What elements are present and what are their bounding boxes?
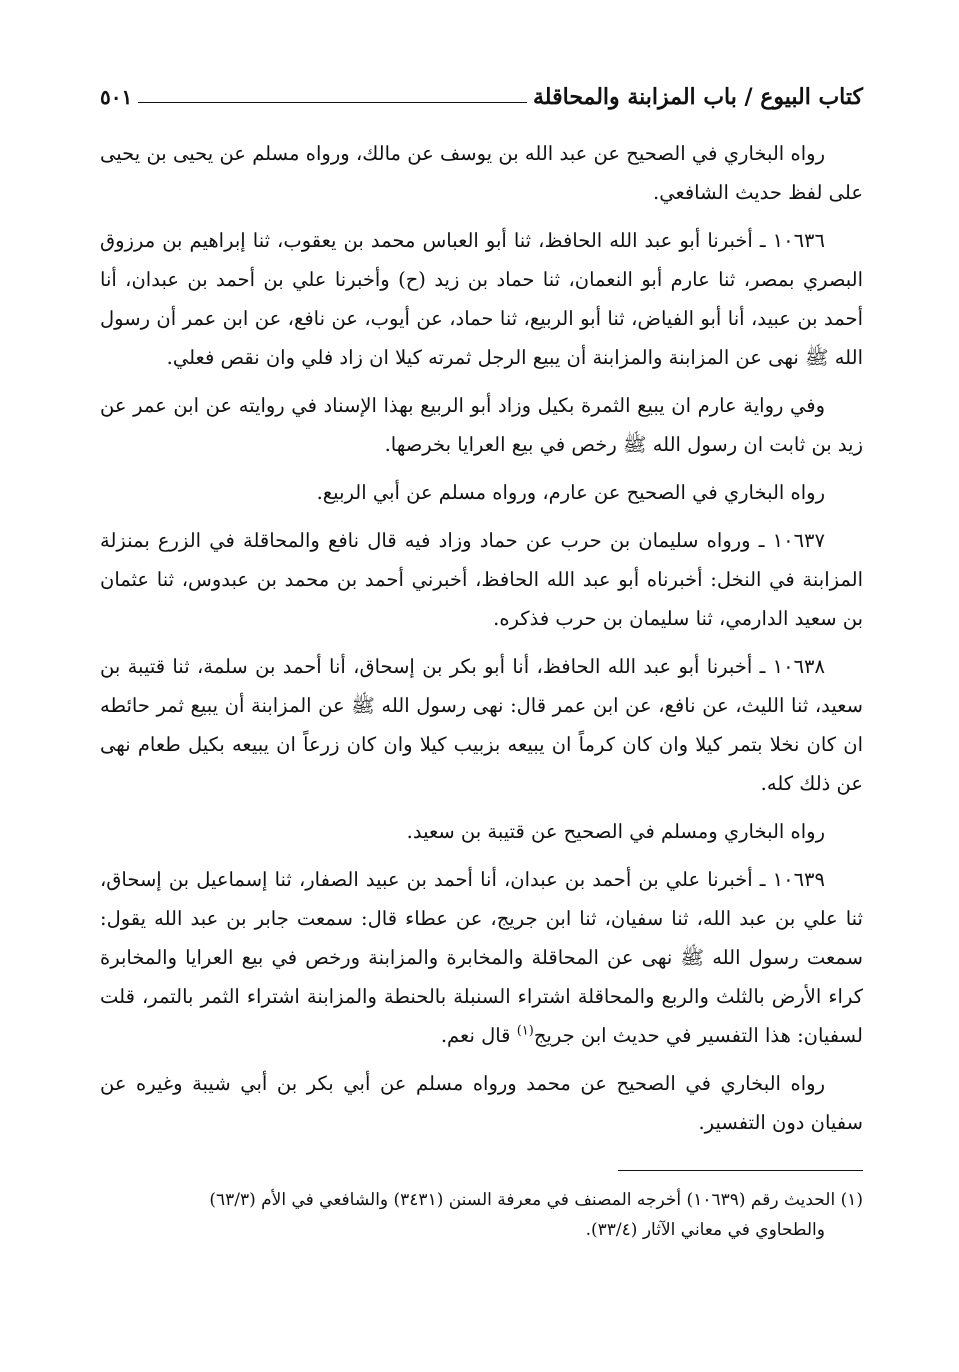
hadith-text: ـ أخبرنا أبو عبد الله الحافظ، ثنا أبو العباس محمد بن يعقوب، ثنا إبراهيم بن مرزوق البصري بمصر، ثنا عارم أبو النعمان، ثنا حماد بن زيد (ح) وأخبرنا علي بن أحمد بن عبدان، أنا أحمد بن عبيد، أنا أبو الفياض، ثنا أبو الربيع، ثنا حماد، عن أيوب، عن نافع، عن ابن عمر أن رسول الله ﷺ نهى عن المزابنة والمزابنة أن يبيع الرجل ثمرته كيلا ان زاد فلي وان نقص فعلي.	[100, 229, 863, 369]
hadith-10636	[100, 221, 863, 377]
paragraph-9	[100, 1064, 863, 1142]
hadith-number: ١٠٦٣٧	[772, 529, 825, 552]
footnote-separator	[618, 1170, 863, 1171]
footnote-1	[100, 1185, 863, 1245]
header-rule	[138, 102, 527, 103]
paragraph-1	[100, 134, 863, 212]
hadith-text: ـ أخبرنا علي بن أحمد بن عبدان، أنا أحمد بن عبيد الصفار، ثنا إسماعيل بن إسحاق، ثنا علي بن عبد الله، ثنا سفيان، ثنا ابن جريج، عن عطاء قال: سمعت جابر بن عبد الله يقول: سمعت رسول الله ﷺ نهى عن المحاقلة والمخابرة والمزابنة ورخص في بيع العرايا والمخابرة كراء الأرض بالثلث والربع والمحاقلة اشتراء السنبلة بالحنطة والمزابنة اشتراء الثمر بالتمر، قلت لسفيان: هذا التفسير في حديث ابن جريج	[100, 868, 863, 1047]
hadith-10637	[100, 521, 863, 638]
footnote-line-1: (١) الحديث رقم (١٠٦٣٩) أخرجه المصنف في معرفة السنن (٣٤٣١) والشافعي في الأم (٦٣/٣)	[209, 1190, 863, 1210]
paragraph-7	[100, 812, 863, 851]
paragraph-4	[100, 473, 863, 512]
footnote-line-2: والطحاوي في معاني الآثار (٣٣/٤).	[585, 1220, 825, 1240]
hadith-text: ـ ورواه سليمان بن حرب عن حماد وزاد فيه قال نافع والمحاقلة في الزرع بمنزلة المزابنة في النخل: أخبرناه أبو عبد الله الحافظ، أخبرني أحمد بن محمد بن عبدوس، ثنا عثمان بن سعيد الدارمي، ثنا سليمان بن حرب فذكره.	[100, 529, 863, 630]
hadith-number: ١٠٦٣٦	[772, 229, 825, 252]
hadith-number: ١٠٦٣٨	[772, 655, 825, 678]
header-title: كتاب البيوع / باب المزابنة والمحاقلة	[533, 84, 863, 110]
paragraph-text: رواه البخاري في الصحيح عن عبد الله بن يوسف عن مالك، ورواه مسلم عن يحيى بن يحيى على لفظ حديث الشافعي.	[100, 142, 863, 204]
paragraph-text: رواه البخاري ومسلم في الصحيح عن قتيبة بن سعيد.	[406, 820, 825, 843]
footnotes	[100, 1185, 863, 1245]
footnote-reference[interactable]: (١)	[516, 1023, 534, 1039]
hadith-number: ١٠٦٣٩	[772, 868, 825, 891]
hadith-10638	[100, 647, 863, 803]
paragraph-3	[100, 386, 863, 464]
page-body	[100, 134, 863, 1142]
hadith-text: ـ أخبرنا أبو عبد الله الحافظ، أنا أبو بكر بن إسحاق، أنا أحمد بن سلمة، ثنا قتيبة بن سعيد، ثنا الليث، عن نافع، عن ابن عمر قال: نهى رسول الله ﷺ عن المزابنة أن يبيع ثمر حائطه ان كان نخلا بتمر كيلا وان كان كرماً ان يبيعه بزبيب كيلا وان كان زرعاً ان يبيعه بكيل طعام نهى عن ذلك كله.	[100, 655, 863, 795]
paragraph-text: وفي رواية عارم ان يبيع الثمرة بكيل وزاد أبو الربيع بهذا الإسناد في روايته عن ابن عمر عن زيد بن ثابت ان رسول الله ﷺ رخص في بيع العرايا بخرصها.	[100, 394, 863, 456]
hadith-10639	[100, 860, 863, 1055]
running-header	[100, 78, 863, 112]
hadith-text-end: قال نعم.	[440, 1024, 517, 1047]
paragraph-text: رواه البخاري في الصحيح عن محمد ورواه مسلم عن أبي بكر بن أبي شيبة وغيره عن سفيان دون التفسير.	[100, 1072, 863, 1134]
page	[100, 78, 863, 1245]
page-number: ٥٠١	[100, 85, 133, 109]
paragraph-text: رواه البخاري في الصحيح عن عارم، ورواه مسلم عن أبي الربيع.	[316, 481, 825, 504]
